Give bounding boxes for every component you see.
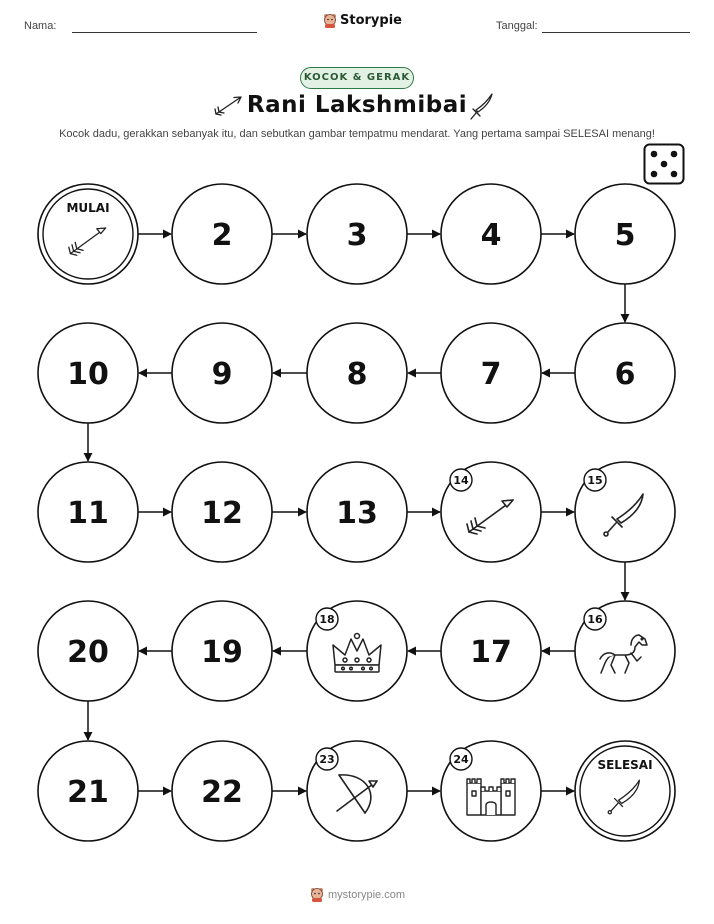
board-space-20[interactable]	[38, 601, 138, 701]
board-space-18[interactable]	[307, 601, 407, 701]
space-number: 4	[480, 218, 502, 253]
finish-space[interactable]	[575, 741, 675, 841]
space-number: 3	[346, 218, 368, 253]
space-number: 21	[67, 775, 109, 810]
space-number: 17	[470, 635, 512, 670]
space-number: 11	[67, 496, 109, 531]
space-number: 22	[201, 775, 243, 810]
board-space-16[interactable]	[575, 601, 675, 701]
space-number: 23	[319, 753, 335, 766]
board-space-8[interactable]	[307, 323, 407, 423]
game-type-badge: KOCOK & GERAK	[300, 67, 414, 89]
board-space-19[interactable]	[172, 601, 272, 701]
brand-name: Storypie	[340, 13, 402, 28]
space-label: MULAI	[66, 201, 110, 215]
space-number: 24	[453, 753, 469, 766]
board-space-24[interactable]	[441, 741, 541, 841]
board-space-3[interactable]	[307, 184, 407, 284]
footer-url: mystorypie.com	[328, 888, 406, 901]
space-number: 8	[346, 357, 368, 392]
board-space-10[interactable]	[38, 323, 138, 423]
board-space-15[interactable]	[575, 462, 675, 562]
space-label: SELESAI	[597, 758, 653, 772]
page-title: Rani Lakshmibai	[246, 92, 468, 118]
space-number: 16	[587, 613, 603, 626]
board-space-7[interactable]	[441, 323, 541, 423]
space-number: 9	[211, 357, 233, 392]
board-space-4[interactable]	[441, 184, 541, 284]
board-space-2[interactable]	[172, 184, 272, 284]
space-number: 2	[211, 218, 233, 253]
board-space-11[interactable]	[38, 462, 138, 562]
space-number: 15	[587, 474, 603, 487]
board-space-9[interactable]	[172, 323, 272, 423]
space-number: 6	[614, 357, 636, 392]
board-space-23[interactable]	[307, 741, 407, 841]
board-space-22[interactable]	[172, 741, 272, 841]
storypie-mascot-icon	[310, 887, 324, 902]
board-space-6[interactable]	[575, 323, 675, 423]
board-space-21[interactable]	[38, 741, 138, 841]
footer	[310, 887, 405, 902]
game-instructions: Kocok dadu, gerakkan sebanyak itu, dan sebutkan gambar tempatmu mendarat. Yang pertama sampai SELESAI menang!	[59, 128, 655, 140]
board-space-5[interactable]	[575, 184, 675, 284]
start-space[interactable]	[38, 184, 138, 284]
space-number: 13	[336, 496, 378, 531]
board-space-12[interactable]	[172, 462, 272, 562]
space-number: 7	[480, 357, 502, 392]
space-number: 18	[319, 613, 335, 626]
space-number: 14	[453, 474, 469, 487]
space-number: 19	[201, 635, 243, 670]
board-space-13[interactable]	[307, 462, 407, 562]
name-label: Nama:	[24, 20, 57, 32]
board-space-17[interactable]	[441, 601, 541, 701]
space-number: 12	[201, 496, 243, 531]
space-number: 20	[67, 635, 109, 670]
date-label: Tanggal:	[496, 20, 538, 32]
space-number: 5	[614, 218, 636, 253]
space-number: 10	[67, 357, 109, 392]
board-space-14[interactable]	[441, 462, 541, 562]
